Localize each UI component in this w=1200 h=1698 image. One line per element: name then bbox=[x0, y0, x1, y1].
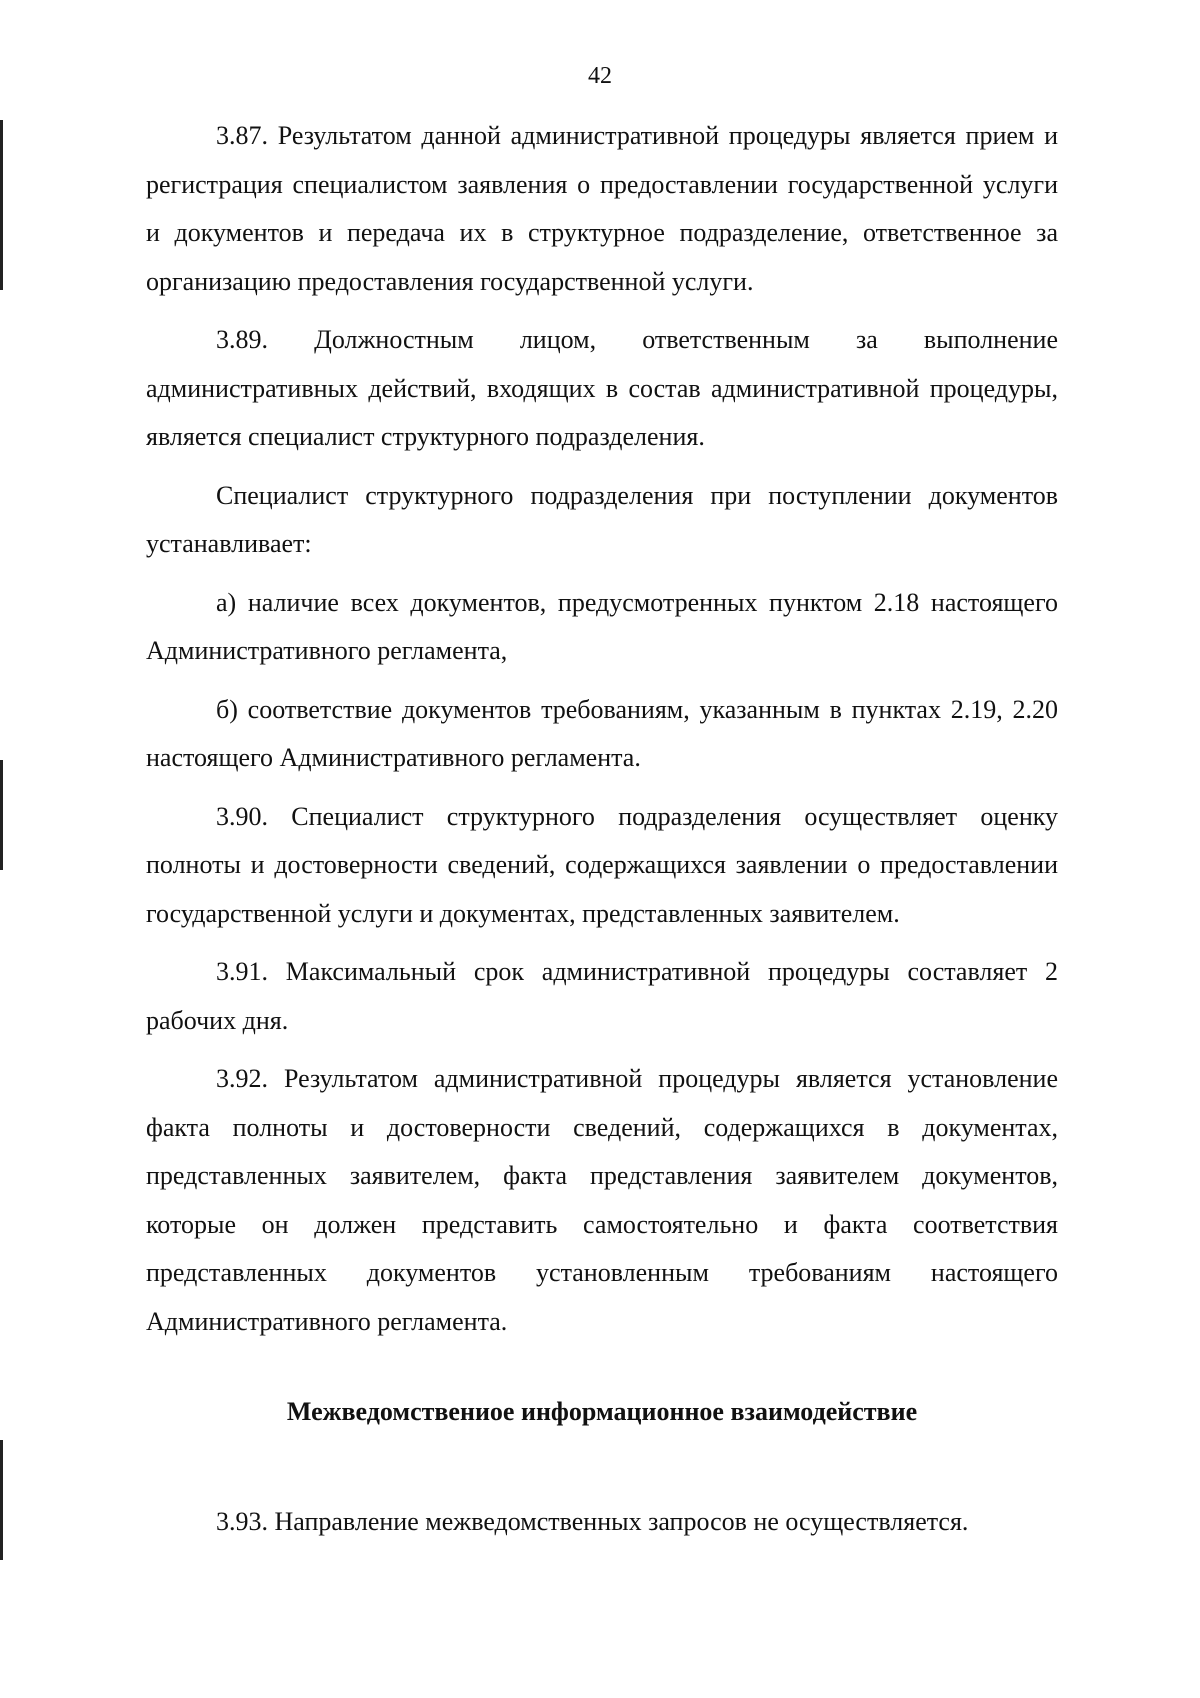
paragraph-item-b: б) соответствие документов требованиям, указанным в пунктах 2.19, 2.20 настоящего Административного регламента. bbox=[146, 694, 1058, 772]
paragraph-3-87: 3.87. Результатом данной административной процедуры является прием и регистрация специалистом заявления о предоставлении государственной услуги и документов и передача их в структурное подразделение, ответственное за организацию предоставления государственной услуги. bbox=[146, 121, 1058, 296]
scan-edge-mark bbox=[0, 760, 3, 870]
paragraph-specialist-establishes: Специалист структурного подразделения при поступлении документов устанавливает: bbox=[146, 480, 1058, 558]
section-heading: Межведомствениое информационное взаимодействие bbox=[286, 1397, 918, 1426]
paragraph-3-89: 3.89. Должностным лицом, ответственным за выполнение административных действий, входящих в состав административной процедуры, является специалист структурного подразделения. bbox=[146, 325, 1058, 451]
document-body bbox=[146, 112, 1058, 1547]
paragraph-item-a: а) наличие всех документов, предусмотренных пунктом 2.18 настоящего Административного регламента, bbox=[146, 587, 1058, 665]
paragraph-3-91: 3.91. Максимальный срок административной процедуры составляет 2 рабочих дня. bbox=[146, 957, 1058, 1035]
paragraph-3-93: 3.93. Направление межведомственных запросов не осуществляется. bbox=[216, 1507, 969, 1536]
paragraph-3-92: 3.92. Результатом административной процедуры является установление факта полноты и достоверности сведений, содержащихся в документах, представленных заявителем, факта представления заявителем документов, которые он должен представить самостоятельно и факта соответствия представленных документов установленным требованиям настоящего Административного регламента. bbox=[146, 1064, 1058, 1336]
page-number: 42 bbox=[588, 63, 612, 89]
scan-edge-mark bbox=[0, 120, 3, 290]
paragraph-3-90: 3.90. Специалист структурного подразделения осуществляет оценку полноты и достоверности сведений, содержащихся заявлении о предоставлении государственной услуги и документах, представленных заявителем. bbox=[146, 801, 1058, 928]
scan-edge-mark bbox=[0, 1440, 3, 1560]
